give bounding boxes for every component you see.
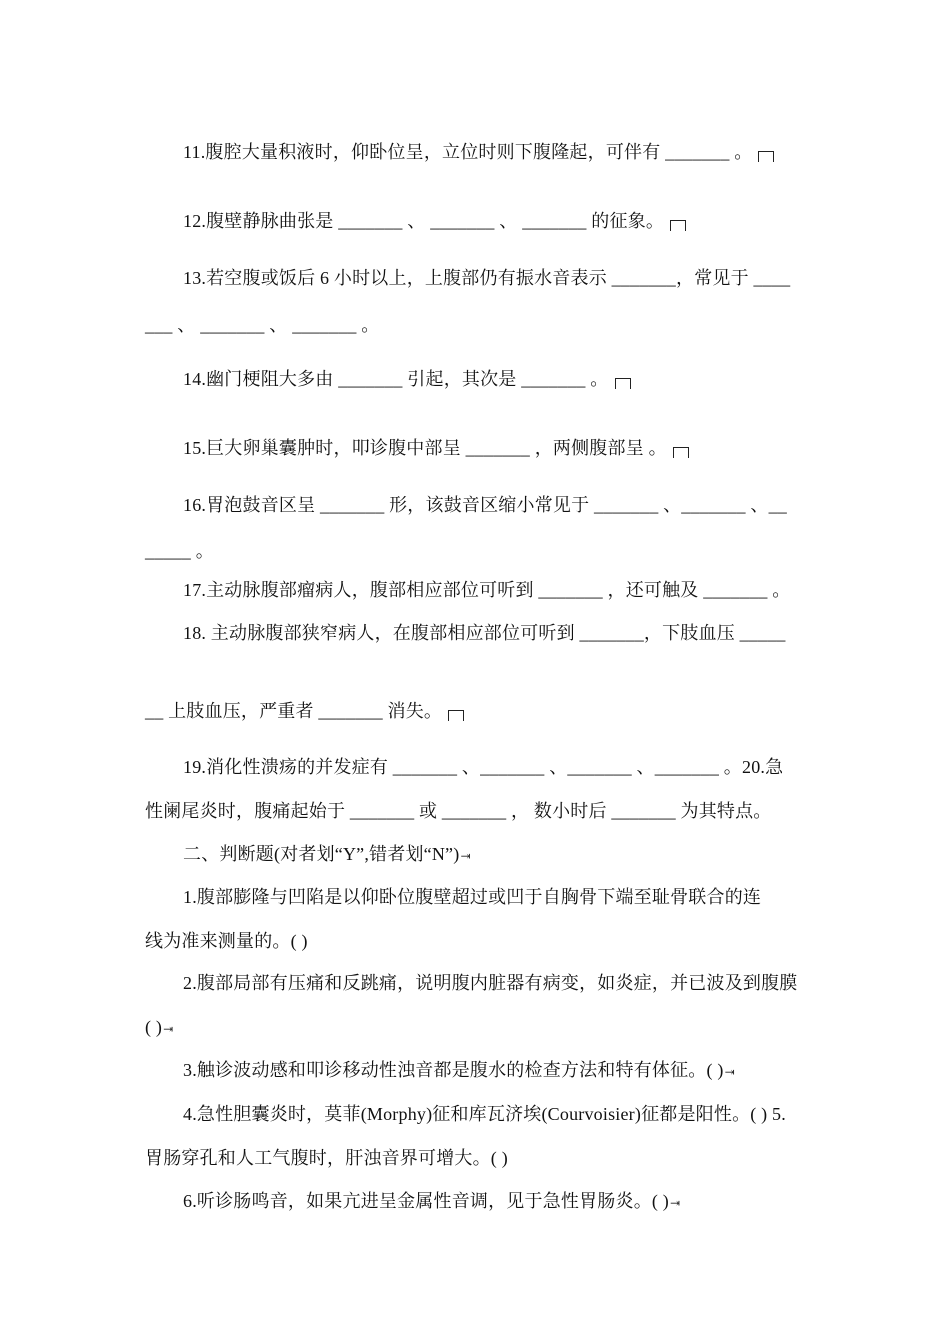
paragraph-mark-icon (615, 378, 631, 389)
tf-question-6: 6.听诊肠鸣音，如果亢进呈金属性音调，见于急性胃肠炎。( )⇥ (183, 1189, 813, 1215)
question-16-line-1: 16.胃泡鼓音区呈 _______ 形，该鼓音区缩小常见于 _______ 、_______ 、__ (183, 495, 787, 515)
question-17: 17.主动脉腹部瘤病人，腹部相应部位可听到 _______ ，还可触及 _______ 。 (183, 580, 791, 600)
line-end-mark-icon: ⇥ (460, 849, 471, 863)
tf-question-1-line-1: 1.腹部膨隆与凹陷是以仰卧位腹壁超过或凹于自胸骨下端至耻骨联合的连 (183, 887, 762, 907)
question-18-line-1: 18. 主动脉腹部狭窄病人，在腹部相应部位可听到 _______，下肢血压 _____ (183, 623, 786, 643)
paragraph-mark-icon (448, 710, 464, 721)
question-13-line-1: 13.若空腹或饭后 6 小时以上，上腹部仍有振水音表示 _______，常见于 ____ (183, 268, 791, 288)
tf-question-5: 胃肠穿孔和人工气腹时，肝浊音界可增大。( ) (145, 1148, 508, 1168)
question-16-line-2: _____ 。 (145, 541, 214, 561)
line-end-mark-icon: ⇥ (724, 1065, 735, 1079)
question-12: 12.腹壁静脉曲张是 _______ 、 _______ 、 _______ 的征象。 (183, 209, 813, 233)
question-19-line-1: 19.消化性溃疡的并发症有 _______ 、_______ 、_______ 、_______ 。20.急 (183, 757, 784, 777)
paragraph-mark-icon (670, 220, 686, 231)
question-18-line-2: __ 上肢血压，严重者 _______ 消失。 (145, 699, 815, 723)
question-14: 14.幽门梗阻大多由 _______ 引起，其次是 _______ 。 (183, 367, 813, 391)
line-end-mark-icon: ⇥ (670, 1196, 681, 1210)
question-15: 15.巨大卵巢囊肿时，叩诊腹中部呈 _______ ，两侧腹部呈 。 (183, 436, 813, 460)
tf-question-4-line-1: 4.急性胆囊炎时，莫菲(Morphy)征和库瓦济埃(Courvoisier)征都是阳性。( ) 5. (183, 1104, 786, 1124)
question-11: 11.腹腔大量积液时，仰卧位呈，立位时则下腹隆起，可伴有 _______ 。 (183, 140, 813, 164)
tf-question-2-line-2: ( )⇥ (145, 1015, 815, 1041)
paragraph-mark-icon (758, 151, 774, 162)
line-end-mark-icon: ⇥ (163, 1022, 174, 1036)
tf-question-3: 3.触诊波动感和叩诊移动性浊音都是腹水的检查方法和特有体征。( )⇥ (183, 1058, 813, 1084)
question-20: 性阑尾炎时，腹痛起始于 _______ 或 _______ ， 数小时后 _______ 为其特点。 (145, 801, 772, 821)
paragraph-mark-icon (673, 447, 689, 458)
question-13-line-2: ___ 、 _______ 、 _______ 。 (145, 315, 380, 335)
tf-question-2-line-1: 2.腹部局部有压痛和反跳痛，说明腹内脏器有病变，如炎症，并已波及到腹膜 (183, 973, 798, 993)
section-heading-true-false: 二、判断题(对者划“Y”,错者划“N”)⇥ (183, 842, 813, 868)
tf-question-1-line-2: 线为准来测量的。( ) (145, 931, 308, 951)
